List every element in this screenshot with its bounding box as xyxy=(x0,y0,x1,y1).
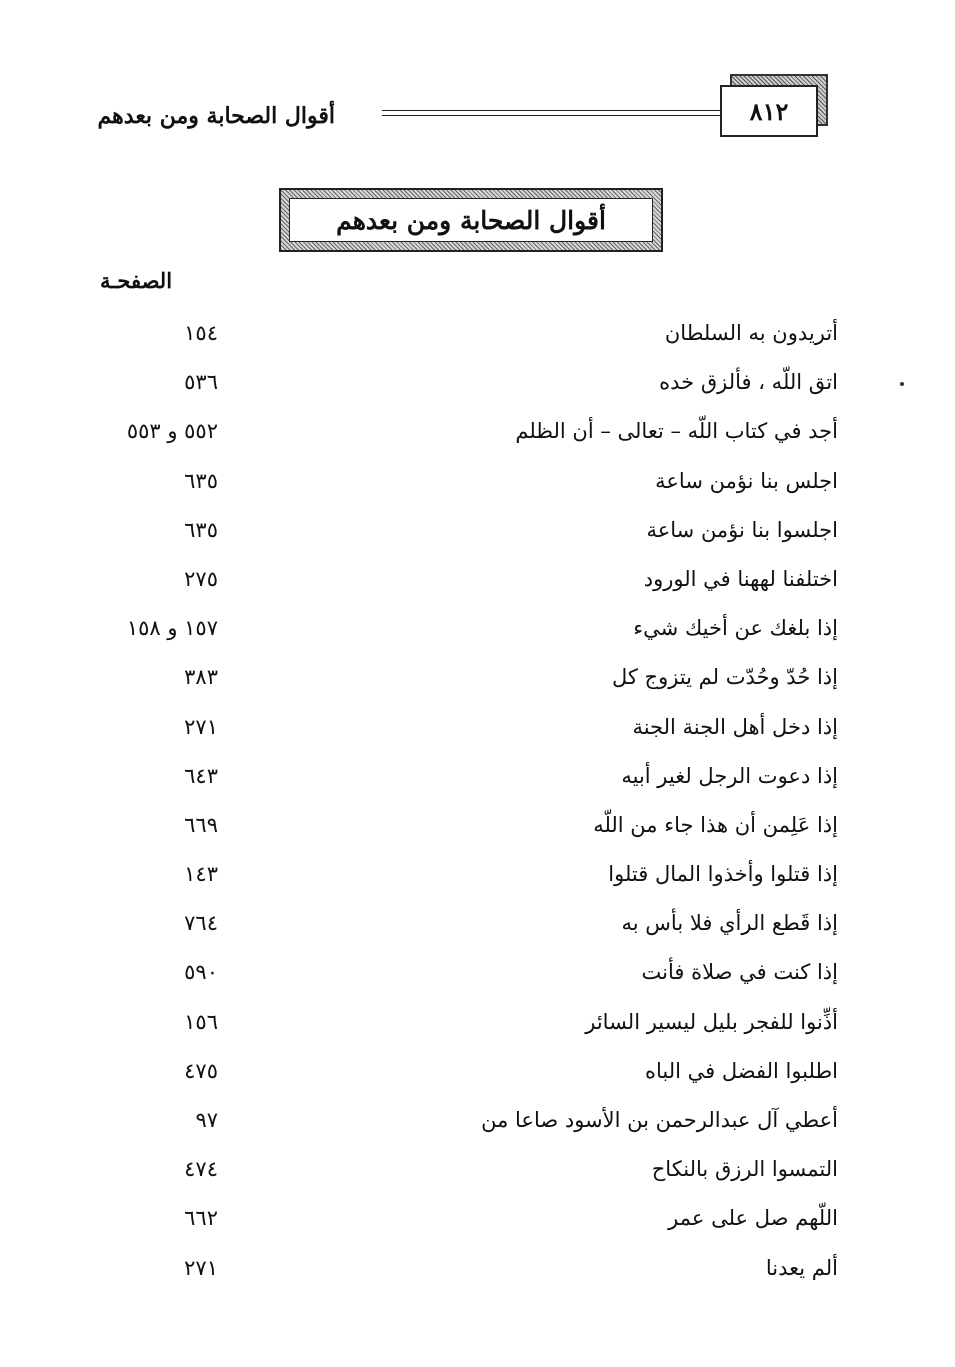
entry-page: ٥٣٦ xyxy=(184,370,218,395)
entry-page: ٧٦٤ xyxy=(184,911,218,936)
entry-text: اللّهم صل على عمر xyxy=(668,1206,838,1231)
entry-page: ١٥٦ xyxy=(184,1009,218,1034)
index-entry xyxy=(0,1001,955,1050)
entry-page: ٦٦٩ xyxy=(184,812,218,837)
section-title: أقوال الصحابة ومن بعدهم xyxy=(289,198,653,242)
entry-text: أجد في كتاب اللّه – تعالى – أن الظلم xyxy=(515,419,838,444)
header-rule xyxy=(382,110,720,116)
entry-text: إذا قتلوا وأخذوا المال قتلوا xyxy=(608,862,838,887)
running-title: أقوال الصحابة ومن بعدهم xyxy=(97,103,335,129)
entry-text: اجلسوا بنا نؤمن ساعة xyxy=(646,517,838,542)
entry-page: ٤٧٤ xyxy=(184,1157,218,1182)
entry-page: ١٤٣ xyxy=(184,862,218,887)
entry-page: ٢٧٥ xyxy=(184,566,218,591)
index-entry xyxy=(0,1247,955,1296)
index-entry xyxy=(0,902,955,951)
index-entry xyxy=(0,951,955,1000)
entry-page: ١٥٤ xyxy=(184,321,218,345)
entry-text: إذا دخل أهل الجنة الجنة xyxy=(632,714,838,739)
index-entry xyxy=(0,460,955,509)
entry-text: إذا قَطع الرأي فلا بأس به xyxy=(621,911,838,936)
entry-text: إذا حُدّ وحُدّت لم يتزوج كل xyxy=(611,665,838,690)
entry-text: إذا دعوت الرجل لغير أبيه xyxy=(621,763,838,788)
entry-page: ٥٥٢ و ٥٥٣ xyxy=(126,419,218,444)
page-column-label: الصفحـة xyxy=(100,268,173,293)
entry-page: ٦٦٢ xyxy=(184,1206,218,1231)
index-entries xyxy=(0,312,955,1296)
entry-text: اختلفنا لههنا في الورود xyxy=(643,566,838,591)
index-entry xyxy=(0,312,955,361)
index-entry xyxy=(0,1197,955,1246)
entry-text: أعطي آل عبدالرحمن بن الأسود صاعا من xyxy=(481,1108,838,1132)
page-number: ٨١٢ xyxy=(720,85,818,137)
entry-text: إذا كنت في صلاة فأنت xyxy=(641,960,838,985)
entry-page: ٦٣٥ xyxy=(184,517,218,542)
index-entry xyxy=(0,410,955,459)
entry-page: ٥٩٠ xyxy=(184,960,218,985)
index-entry xyxy=(0,755,955,804)
entry-text: التمسوا الرزق بالنكاح xyxy=(651,1157,838,1182)
entry-text: إذا بلغك عن أخيك شيء xyxy=(633,616,838,641)
index-entry xyxy=(0,1099,955,1148)
entry-page: ٢٧١ xyxy=(184,714,218,739)
index-entry xyxy=(0,509,955,558)
entry-page: ١٥٧ و ١٥٨ xyxy=(126,616,218,641)
index-entry xyxy=(0,1050,955,1099)
entry-page: ٤٧٥ xyxy=(184,1058,218,1083)
entry-page: ٦٣٥ xyxy=(184,468,218,493)
entry-page: ٣٨٣ xyxy=(184,665,218,690)
index-entry xyxy=(0,607,955,656)
index-entry xyxy=(0,361,955,410)
entry-text: إذا عَلِمن أن هذا جاء من اللّه xyxy=(593,812,838,837)
entry-text: اتق اللّه ، فألزق خده xyxy=(659,370,838,395)
index-entry xyxy=(0,804,955,853)
entry-text: اطلبوا الفضل في الباه xyxy=(644,1058,838,1083)
section-title-frame xyxy=(279,188,663,252)
index-entry xyxy=(0,558,955,607)
entry-page: ٢٧١ xyxy=(184,1255,218,1280)
entry-text: أتريدون به السلطان xyxy=(664,321,838,345)
index-entry xyxy=(0,853,955,902)
entry-text: أذِّنوا للفجر بليل ليسير السائر xyxy=(585,1009,838,1034)
entry-text: اجلس بنا نؤمن ساعة xyxy=(655,468,838,493)
entry-text: ألم يعدنا xyxy=(765,1255,838,1280)
index-entry xyxy=(0,706,955,755)
entry-page: ٦٤٣ xyxy=(184,763,218,788)
index-entry xyxy=(0,656,955,705)
index-entry xyxy=(0,1148,955,1197)
entry-page: ٩٧ xyxy=(195,1108,218,1132)
